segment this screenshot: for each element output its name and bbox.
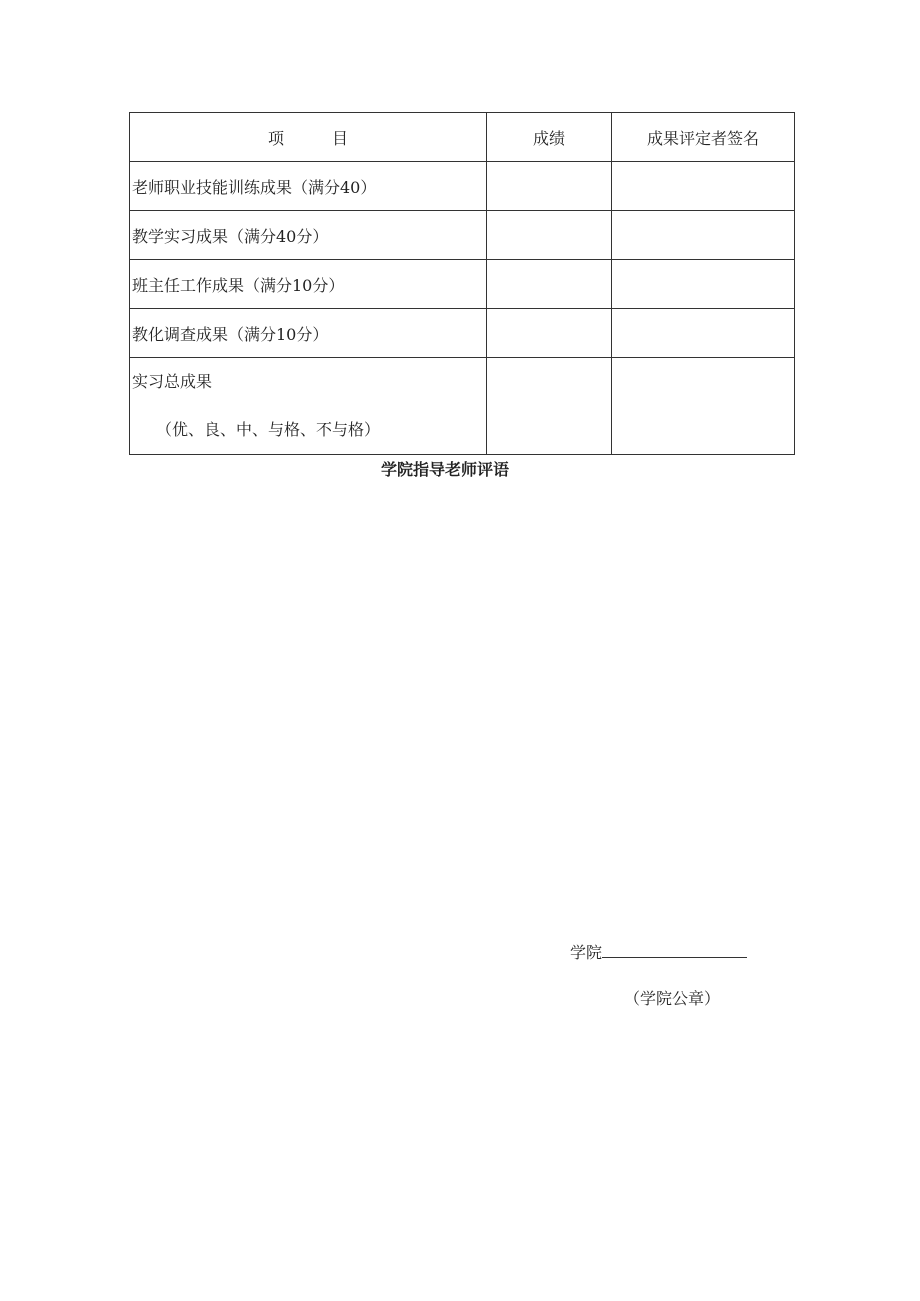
table-row xyxy=(130,211,795,260)
college-blank-field[interactable] xyxy=(602,941,747,958)
total-grade-options: （优、良、中、与格、不与格） xyxy=(156,420,381,439)
college-seal-note: （学院公章） xyxy=(624,989,721,1008)
score-cell[interactable] xyxy=(487,162,612,211)
item-cell: 教化调查成果（满分10分） xyxy=(130,309,487,358)
signer-cell[interactable] xyxy=(612,162,795,211)
score-cell[interactable] xyxy=(487,260,612,309)
table-header-row xyxy=(130,113,795,162)
table-row xyxy=(130,162,795,211)
score-table xyxy=(129,112,795,455)
header-item-cell xyxy=(130,113,487,162)
total-score-cell[interactable] xyxy=(487,358,612,455)
table-row xyxy=(130,260,795,309)
total-row xyxy=(130,358,795,455)
item-cell: 老师职业技能训练成果（满分40） xyxy=(130,162,487,211)
comment-section-title: 学院指导老师评语 xyxy=(380,460,509,479)
signer-cell[interactable] xyxy=(612,309,795,358)
header-signer-label: 成果评定者签名 xyxy=(646,128,759,148)
total-signer-cell[interactable] xyxy=(612,358,795,455)
total-item-cell xyxy=(130,358,487,455)
signer-cell[interactable] xyxy=(612,211,795,260)
score-cell[interactable] xyxy=(487,211,612,260)
signer-cell[interactable] xyxy=(612,260,795,309)
college-signature-line xyxy=(570,940,747,963)
header-score-cell xyxy=(487,113,612,162)
header-item-label: 项 目 xyxy=(267,128,348,148)
table-row xyxy=(130,309,795,358)
total-item-label: 实习总成果 xyxy=(132,372,213,391)
header-score-label: 成绩 xyxy=(532,128,565,148)
item-cell: 教学实习成果（满分40分） xyxy=(130,211,487,260)
college-label: 学院 xyxy=(570,943,603,962)
score-cell[interactable] xyxy=(487,309,612,358)
item-cell: 班主任工作成果（满分10分） xyxy=(130,260,487,309)
header-signer-cell xyxy=(612,113,795,162)
